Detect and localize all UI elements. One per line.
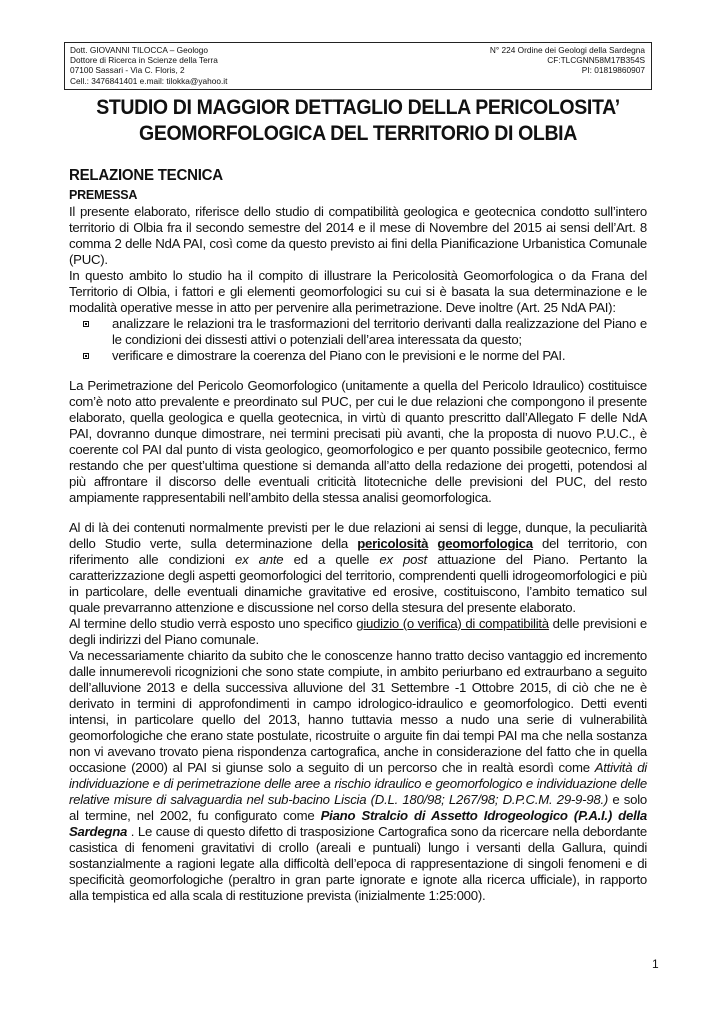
letterhead-right xyxy=(490,45,645,76)
emphasis-geomorfologica: geomorfologica xyxy=(437,536,533,551)
letterhead-fiscal-code: CF:TLCGNN58M17B354S xyxy=(547,55,645,66)
section-heading: RELAZIONE TECNICA xyxy=(69,167,223,184)
letterhead-name: Dott. GIOVANNI TILOCCA – Geologo xyxy=(70,45,209,55)
paragraph-perimetrazione: La Perimetrazione del Pericolo Geomorfologico (unitamente a quella del Pericolo Idraulico) costituisce com’è noto atto prevalente e preordinato sul PUC, per cui le due relazioni che compongono il presente elaborato, quella geologica e quella geotecnica, in virtù di quanto prescritto dall’Allegato F delle NdA PAI, dovranno dunque dimostrare, nei termini precisati più avanti, che la proposta di nuovo P.U.C., è coerente col PAI dal punto di vista geologico, geomorfologico e per quanto possibile geotecnico, fermo restando che per quest’ultima questione si demanda all’atto della redazione dei progetti, potendosi al più affrontare il discorso delle eventuali criticità litotecniche delle previsioni del PUC, del resto ampiamente rappresentabili nell’ambito della stessa analisi geomorfologica. xyxy=(69,378,647,505)
list-item-text: verificare e dimostrare la coerenza del Piano con le previsioni e le norme del PAI. xyxy=(112,348,566,363)
text-run: Va necessariamente chiarito da subito che le conoscenze hanno tratto deciso vantaggio ed incremento dalle innumerevoli ricognizioni che sono state compiute, in ambito periurbano ed extraurbano a seguito dell’alluvione 2013 e della successiva alluvione del 31 Settembre -1 Ottobre 2015, di ciò che ne è derivato in termini di approfondimenti in campo idrologico-idraulico e geomorfologico. Detti eventi intensi, in particolare quello del 2013, hanno tuttavia messo a nudo una serie di vulnerabilità geomorfologiche che erano state postulate, ricostruite o arguite fin dai tempi PAI ma che nella sostanza non vi avevano trovato piena rispondenza cartografica, anche in considerazione del fatto che in quella occasione (2000) al PAI si giunse solo a seguito di un percorso che in realtà esordì come xyxy=(69,648,647,775)
document-title xyxy=(85,95,632,147)
square-bullet-icon xyxy=(83,353,89,359)
paragraph-giudizio xyxy=(69,616,647,648)
page-number: 1 xyxy=(652,957,659,971)
paragraph-peculiarita xyxy=(69,520,647,616)
emphasis-ex-post: ex post xyxy=(379,552,427,567)
emphasis-pai: Piano Stralcio di Assetto Idrogeologico (P.A.I.) della Sardegna xyxy=(69,808,647,839)
text-run: ed a quelle xyxy=(283,552,380,567)
letterhead-vat: PI: 01819860907 xyxy=(581,65,645,76)
list-item-text: analizzare le relazioni tra le trasformazioni del territorio derivanti dalla realizzazione del Piano e le condizioni dei dissesti attivi o potenziali dell’area interessata da questo; xyxy=(112,316,647,347)
text-run: attuazione del Piano. Pertanto la caratterizzazione degli aspetti geomorfologici del territorio, comprendenti quelli idrogeomorfologici e più in particolare, delle eventuali dinamiche gravitative ed erosive, costituiscono, l’ambito tematico sul quale prevarranno attenzione e discussione nel corso della stesura del presente elaborato. xyxy=(69,552,647,615)
text-run: delle previsioni e degli indirizzi del Piano comunale. xyxy=(69,616,648,647)
text-run: del territorio, con riferimento alle condizioni xyxy=(69,536,648,567)
paragraph-alluvioni xyxy=(69,648,647,904)
letterhead-box xyxy=(64,42,652,90)
bullet-list xyxy=(69,316,647,364)
emphasis-ex-ante: ex ante xyxy=(235,552,284,567)
emphasis-pericolosita: pericolosità xyxy=(357,536,429,551)
text-run: Al di là dei contenuti normalmente previsti per le due relazioni ai sensi di legge, dunque, la peculiarità dello Studio verte, sulla determinazione della xyxy=(69,520,647,551)
letterhead-left xyxy=(70,45,227,86)
text-run: Al termine dello studio verrà esposto uno specifico xyxy=(69,616,357,631)
letterhead-address: 07100 Sassari - Via C. Floris, 2 xyxy=(70,65,185,76)
letterhead-contacts: Cell.: 3476841401 e.mail: tilokka@yahoo.it xyxy=(70,75,228,86)
square-bullet-icon xyxy=(83,321,89,327)
document-title-line-1: STUDIO DI MAGGIOR DETTAGLIO DELLA PERICOLOSITA’ xyxy=(96,96,620,119)
text-run: e solo al termine, nel 2002, fu configurato come xyxy=(69,792,647,823)
text-run: . Le cause di questo difetto di trasposizione Cartografica sono da ricercare nella debordante casistica di fenomeni gravitativi di crollo (areali e puntuali) lungo i versanti della Gallura, quindi sostanzialmente a ragioni legate alla difficoltà dell’epoca di rappresentazione di singoli fenomeni e di specificità geomorfologiche (peraltro in gran parte ignorate e ignote alla ricerca ufficiale), in rapporto alla tempistica ed alla scala di restituzione prevista (inizialmente 1:25:000). xyxy=(69,824,647,903)
list-item xyxy=(83,316,647,348)
emphasis-attivita: Attività di individuazione e di perimetrazione delle aree a rischio idraulico e geomorfologico e individuazione delle relative misure di salvaguardia nel sub-bacino Liscia (D.L. 180/98; L267/98; D.P.C.M. 29-9-98.) xyxy=(69,760,647,807)
document-body xyxy=(69,166,647,904)
emphasis-giudizio: giudizio (o verifica) di compatibilità xyxy=(356,616,549,631)
letterhead-registration: N° 224 Ordine dei Geologi della Sardegna xyxy=(489,45,645,55)
document-title-line-2: GEOMORFOLOGICA DEL TERRITORIO DI OLBIA xyxy=(139,122,577,145)
subsection-heading: PREMESSA xyxy=(69,188,138,202)
paragraph-scope: In questo ambito lo studio ha il compito di illustrare la Pericolosità Geomorfologica o da Frana del Territorio di Olbia, i fattori e gli elementi geomorfologici su cui si è basata la sua determinazione e le modalità operative messe in atto per pervenire alla perimetrazione. Deve inoltre (Art. 25 NdA PAI): xyxy=(69,268,647,315)
paragraph-intro: Il presente elaborato, riferisce dello studio di compatibilità geologica e geotecnica condotto sull’intero territorio di Olbia fra il secondo semestre del 2014 e il mese di Novembre del 2015 ai sensi dell’Art. 8 comma 2 delle NdA PAI, così come da questo previsto ai fini della Pianificazione Urbanistica Comunale (PUC). xyxy=(69,204,647,267)
letterhead-qualification: Dottore di Ricerca in Scienze della Terra xyxy=(70,55,218,66)
list-item xyxy=(83,348,647,364)
